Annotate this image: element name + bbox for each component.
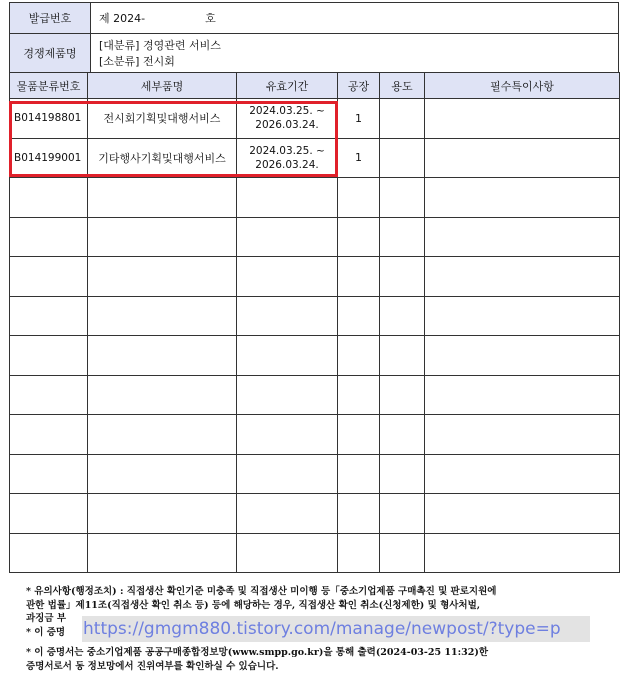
empty-cell — [380, 533, 425, 573]
empty-cell — [237, 257, 338, 297]
empty-cell — [380, 217, 425, 257]
empty-cell — [10, 336, 88, 376]
empty-cell — [338, 454, 380, 494]
cell-use — [380, 138, 425, 178]
table-row-empty — [10, 494, 620, 534]
col-header-period: 유효기간 — [237, 73, 338, 99]
period-start: 2024.03.25. ~ — [249, 144, 325, 157]
empty-cell — [338, 336, 380, 376]
cell-code: B014198801 — [10, 99, 88, 139]
product-name-row — [10, 34, 618, 72]
empty-cell — [10, 533, 88, 573]
note-line: * 이 증명서는 중소기업제품 공공구매종합정보망(www.smpp.go.kr)을 통해 출력(2024-03-25 11:32)한 — [26, 647, 489, 658]
empty-cell — [338, 257, 380, 297]
empty-cell — [338, 178, 380, 218]
cell-factory: 1 — [338, 99, 380, 139]
empty-cell — [425, 296, 620, 336]
cell-name: 기타행사기획및대행서비스 — [88, 138, 237, 178]
col-header-notes: 필수특이사항 — [425, 73, 620, 99]
empty-cell — [10, 415, 88, 455]
table-row-empty — [10, 178, 620, 218]
empty-cell — [425, 336, 620, 376]
cell-period — [237, 99, 338, 139]
empty-cell — [10, 375, 88, 415]
empty-cell — [237, 454, 338, 494]
empty-cell — [237, 375, 338, 415]
table-row-empty — [10, 533, 620, 573]
empty-cell — [380, 336, 425, 376]
issue-number-row — [10, 3, 618, 34]
empty-cell — [380, 415, 425, 455]
table-row — [10, 99, 620, 139]
empty-cell — [338, 217, 380, 257]
empty-cell — [338, 494, 380, 534]
table-row-empty — [10, 336, 620, 376]
empty-cell — [380, 257, 425, 297]
empty-cell — [425, 375, 620, 415]
cell-name: 전시회기획및대행서비스 — [88, 99, 237, 139]
product-table — [9, 72, 620, 573]
table-row-empty — [10, 217, 620, 257]
period-end: 2026.03.24. — [255, 119, 319, 132]
product-name-value — [91, 34, 618, 72]
empty-cell — [380, 375, 425, 415]
certificate-header — [9, 2, 619, 73]
empty-cell — [425, 454, 620, 494]
empty-cell — [10, 454, 88, 494]
product-minor-category: [소분류] 전시회 — [99, 55, 175, 68]
empty-cell — [425, 494, 620, 534]
note-line: 증명서로서 동 정보망에서 진위여부를 확인하실 수 있습니다. — [26, 660, 279, 672]
table-row-empty — [10, 375, 620, 415]
empty-cell — [380, 178, 425, 218]
table-row-empty — [10, 454, 620, 494]
empty-cell — [338, 296, 380, 336]
product-name-label: 경쟁제품명 — [10, 34, 91, 72]
empty-cell — [338, 533, 380, 573]
empty-cell — [237, 494, 338, 534]
empty-cell — [237, 296, 338, 336]
empty-cell — [237, 533, 338, 573]
empty-cell — [237, 178, 338, 218]
empty-cell — [88, 296, 237, 336]
col-header-name: 세부품명 — [88, 73, 237, 99]
empty-cell — [380, 296, 425, 336]
issue-number-value — [91, 3, 618, 33]
issue-number-label: 발급번호 — [10, 3, 91, 33]
empty-cell — [88, 533, 237, 573]
note-line: 관한 법률」제11조(직접생산 확인 취소 등) 등에 해당하는 경우, 직접생산 확인 취소(신청제한) 및 형사처벌, — [26, 599, 481, 611]
empty-cell — [338, 375, 380, 415]
period-start: 2024.03.25. ~ — [249, 105, 325, 118]
issue-number-suffix: 호 — [205, 12, 216, 25]
empty-cell — [425, 415, 620, 455]
url-overlay-text: https://gmgm880.tistory.com/manage/newpost/?type=p — [82, 616, 590, 642]
col-header-use: 용도 — [380, 73, 425, 99]
product-major-category: [대분류] 경영관련 서비스 — [99, 39, 221, 52]
empty-cell — [425, 217, 620, 257]
col-header-factory: 공장 — [338, 73, 380, 99]
empty-cell — [88, 375, 237, 415]
empty-cell — [237, 415, 338, 455]
table-row-empty — [10, 257, 620, 297]
note-line: 과징금 부 — [26, 613, 67, 624]
note-line: * 유의사항(행정조치) : 직접생산 확인기준 미충족 및 직접생산 미이행 등「중소기업제품 구매촉진 및 판로지원에 — [26, 586, 497, 597]
cell-period — [237, 138, 338, 178]
empty-cell — [10, 257, 88, 297]
empty-cell — [88, 454, 237, 494]
period-end: 2026.03.24. — [255, 158, 319, 171]
empty-cell — [237, 336, 338, 376]
empty-cell — [338, 415, 380, 455]
empty-cell — [88, 336, 237, 376]
empty-cell — [10, 296, 88, 336]
empty-cell — [88, 178, 237, 218]
empty-cell — [88, 217, 237, 257]
empty-cell — [380, 454, 425, 494]
empty-cell — [237, 217, 338, 257]
cell-notes — [425, 138, 620, 178]
cell-use — [380, 99, 425, 139]
cell-notes — [425, 99, 620, 139]
empty-cell — [425, 257, 620, 297]
empty-cell — [380, 494, 425, 534]
col-header-code: 물품분류번호 — [10, 73, 88, 99]
table-row-empty — [10, 415, 620, 455]
empty-cell — [10, 494, 88, 534]
empty-cell — [10, 178, 88, 218]
empty-cell — [88, 415, 237, 455]
table-row-empty — [10, 296, 620, 336]
cell-code: B014199001 — [10, 138, 88, 178]
note-line: * 이 증명 — [26, 626, 66, 638]
empty-cell — [425, 533, 620, 573]
cell-factory: 1 — [338, 138, 380, 178]
issue-number-prefix: 제 2024- — [99, 12, 146, 25]
empty-cell — [88, 494, 237, 534]
empty-cell — [88, 257, 237, 297]
empty-cell — [10, 217, 88, 257]
empty-cell — [425, 178, 620, 218]
table-header-row — [10, 73, 620, 99]
table-row — [10, 138, 620, 178]
